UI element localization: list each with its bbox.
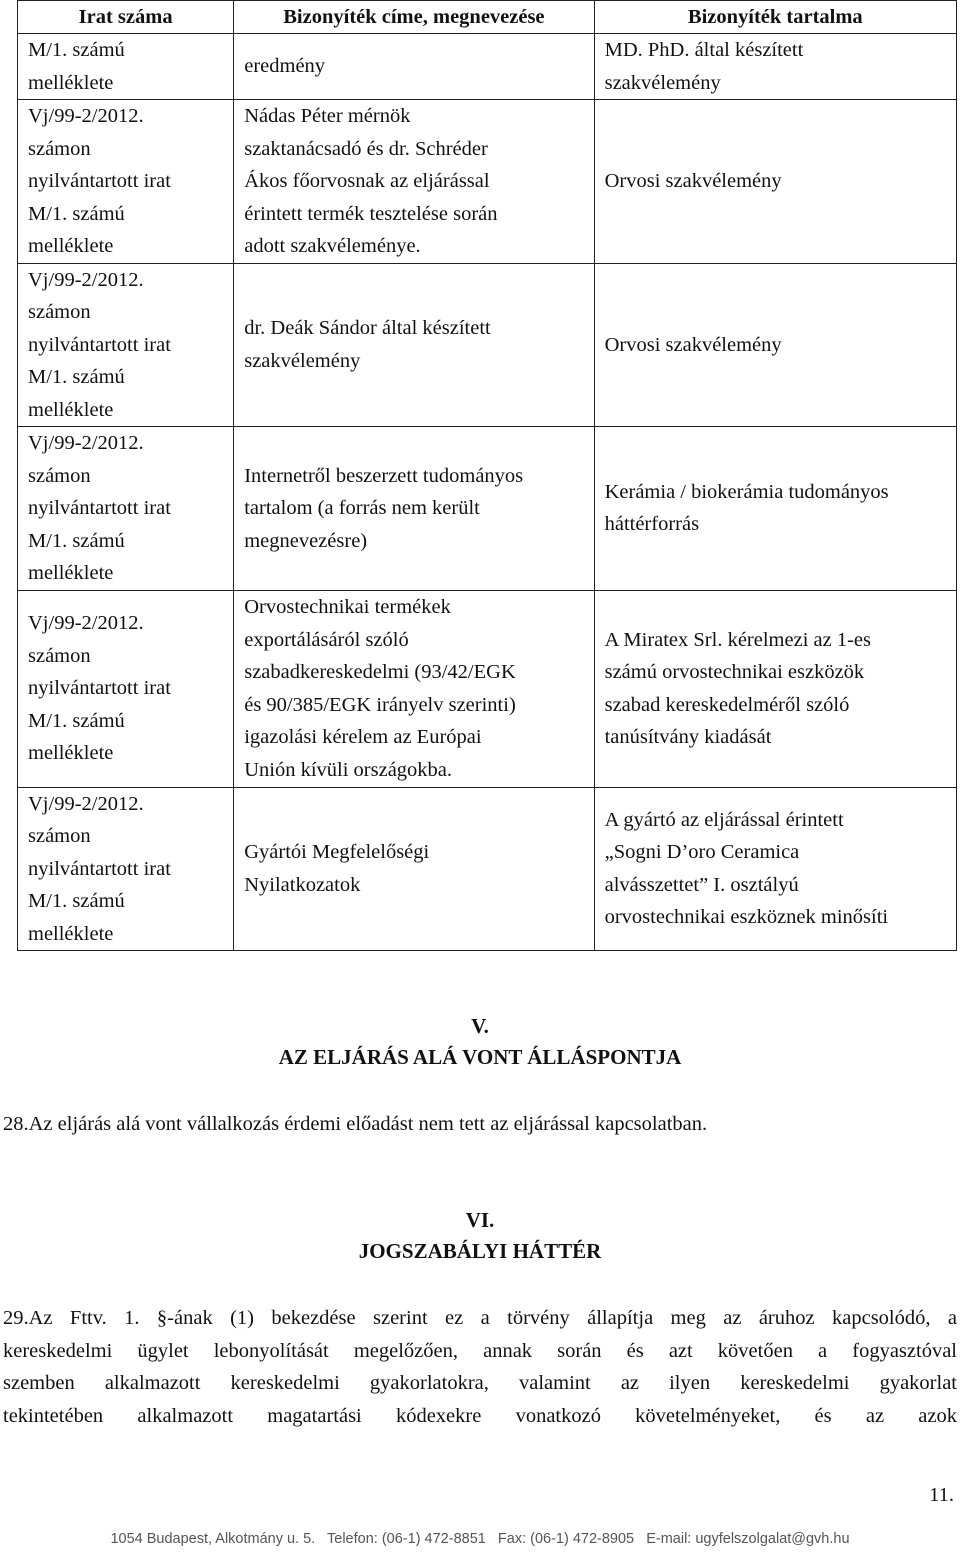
cell-cim: Gyártói Megfelelőségi Nyilatkozatok bbox=[234, 787, 594, 951]
table-header-row bbox=[18, 1, 957, 34]
table-row bbox=[18, 34, 957, 100]
header-bizonyitek-cime: Bizonyíték címe, megnevezése bbox=[234, 1, 594, 34]
cell-irat: M/1. számú melléklete bbox=[18, 34, 234, 100]
section-vi-number: VI. bbox=[465, 1208, 495, 1232]
cell-cim: Orvostechnikai termékek exportálásáról szóló szabadkereskedelmi (93/42/EGK és 90/385/EGK irányelv szerinti) igazolási kérelem az Európai Unión kívüli országokba. bbox=[234, 590, 594, 787]
section-v-title: AZ ELJÁRÁS ALÁ VONT ÁLLÁSPONTJA bbox=[278, 1045, 682, 1069]
cell-tartalom: Orvosi szakvélemény bbox=[594, 100, 956, 264]
table-row bbox=[18, 427, 957, 591]
paragraph-29-line: 29.Az Fttv. 1. §-ának (1) bekezdése szerint ez a törvény állapítja meg az áruhoz kapcsolódó, a bbox=[3, 1307, 957, 1329]
cell-cim: eredmény bbox=[234, 34, 594, 100]
page-number: 11. bbox=[929, 1484, 954, 1506]
cell-cim: Nádas Péter mérnök szaktanácsadó és dr. Schréder Ákos főorvosnak az eljárással érintett termék tesztelése során adott szakvéleménye. bbox=[234, 100, 594, 264]
cell-cim: Internetről beszerzett tudományos tartalom (a forrás nem került megnevezésre) bbox=[234, 427, 594, 591]
cell-cim: dr. Deák Sándor által készített szakvélemény bbox=[234, 263, 594, 427]
cell-tartalom: A gyártó az eljárással érintett „Sogni D’oro Ceramica alvásszettet” I. osztályú orvostechnikai eszköznek minősíti bbox=[594, 787, 956, 951]
section-vi-title: JOGSZABÁLYI HÁTTÉR bbox=[358, 1239, 602, 1263]
paragraph-29-line: szemben alkalmazott kereskedelmi gyakorlatokra, valamint az ilyen kereskedelmi gyakorlat bbox=[3, 1372, 957, 1394]
paragraph-28-text: Az eljárás alá vont vállalkozás érdemi előadást nem tett az eljárással kapcsolatban. bbox=[28, 1113, 708, 1135]
table-row bbox=[18, 787, 957, 951]
cell-tartalom: Kerámia / biokerámia tudományos háttérforrás bbox=[594, 427, 956, 591]
cell-irat: Vj/99-2/2012. számon nyilvántartott irat M/1. számú melléklete bbox=[18, 100, 234, 264]
header-bizonyitek-tartalma: Bizonyíték tartalma bbox=[594, 1, 956, 34]
page-footer: 1054 Budapest, Alkotmány u. 5. Telefon: (06-1) 472-8851 Fax: (06-1) 472-8905 E-mail: ugyfelszolgalat@gvh.hu bbox=[110, 1531, 850, 1547]
evidence-table bbox=[17, 0, 957, 951]
cell-tartalom: Orvosi szakvélemény bbox=[594, 263, 956, 427]
paragraph-29-line: tekintetében alkalmazott magatartási kódexekre vonatkozó követelményeket, és az azok bbox=[3, 1404, 957, 1427]
header-irat-szama: Irat száma bbox=[18, 1, 234, 34]
paragraph-28-number: 28. bbox=[3, 1113, 29, 1135]
cell-tartalom: MD. PhD. által készített szakvélemény bbox=[594, 34, 956, 100]
cell-irat: Vj/99-2/2012. számon nyilvántartott irat M/1. számú melléklete bbox=[18, 427, 234, 591]
table-row bbox=[18, 590, 957, 787]
cell-irat: Vj/99-2/2012. számon nyilvántartott irat M/1. számú melléklete bbox=[18, 787, 234, 951]
paragraph-29 bbox=[3, 1302, 957, 1432]
section-v-number: V. bbox=[471, 1014, 489, 1038]
cell-tartalom: A Miratex Srl. kérelmezi az 1-es számú orvostechnikai eszközök szabad kereskedelméről szóló tanúsítvány kiadását bbox=[594, 590, 956, 787]
table-row bbox=[18, 100, 957, 264]
paragraph-28 bbox=[3, 1108, 957, 1141]
cell-irat: Vj/99-2/2012. számon nyilvántartott irat M/1. számú melléklete bbox=[18, 590, 234, 787]
table-row bbox=[18, 263, 957, 427]
cell-irat: Vj/99-2/2012. számon nyilvántartott irat M/1. számú melléklete bbox=[18, 263, 234, 427]
paragraph-29-line: kereskedelmi ügylet lebonyolítását megelőzően, annak során és azt követően a fogyasztóval bbox=[3, 1339, 957, 1362]
